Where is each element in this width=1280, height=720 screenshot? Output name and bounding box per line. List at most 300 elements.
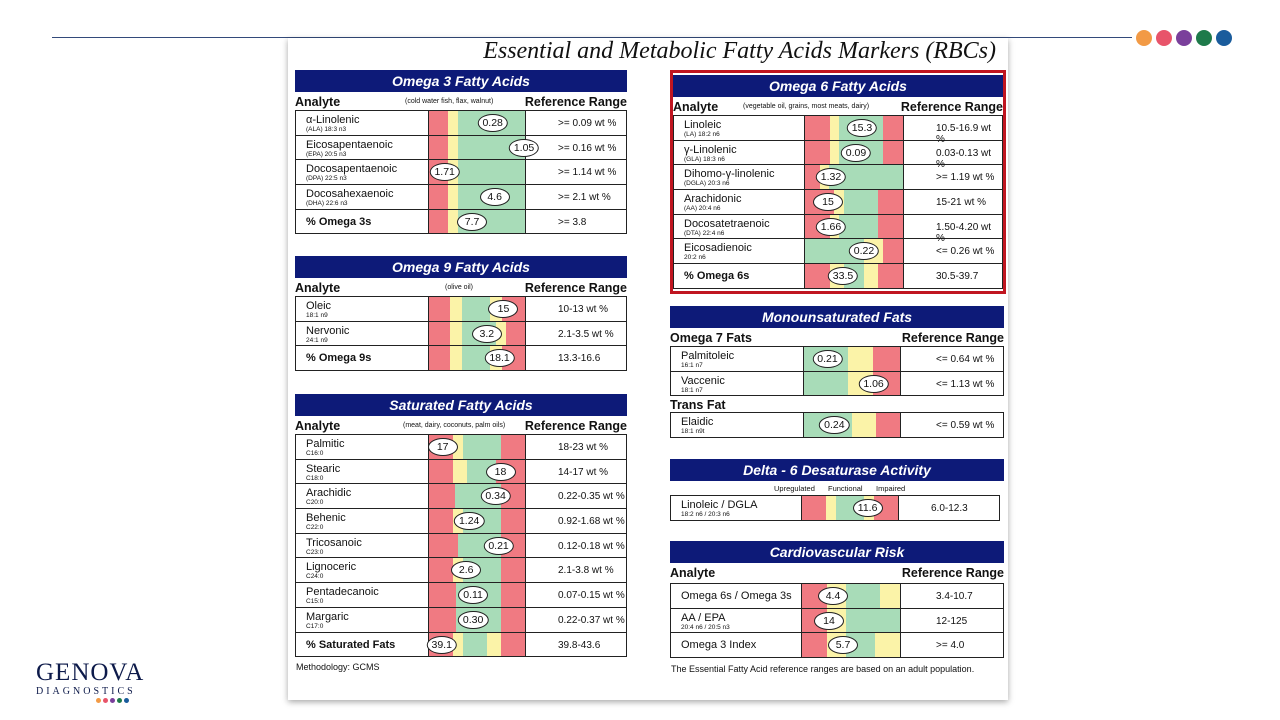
analyte-label: Pentadecanoic bbox=[306, 586, 379, 599]
reference-range: 10-13 wt % bbox=[558, 304, 609, 315]
cardio-range-label: Reference Range bbox=[901, 566, 1004, 580]
result-value: 0.34 bbox=[480, 487, 510, 505]
dot-purple bbox=[1176, 30, 1192, 46]
range-segment bbox=[878, 190, 903, 214]
brand-dot bbox=[110, 698, 115, 703]
range-bar bbox=[801, 584, 901, 608]
reference-range: 39.8-43.6 bbox=[558, 639, 601, 651]
table-row bbox=[296, 160, 626, 185]
analyte-code: (AA) 20:4 n6 bbox=[684, 205, 721, 213]
result-value: 0.24 bbox=[819, 416, 849, 434]
range-segment bbox=[429, 534, 458, 558]
analyte-label: Eicosadienoic bbox=[684, 242, 752, 255]
table-row bbox=[296, 608, 626, 633]
analyte-code: (DHA) 22:6 n3 bbox=[306, 200, 348, 208]
reference-range: 0.22-0.35 wt % bbox=[558, 491, 625, 503]
analyte-label: Palmitoleic bbox=[681, 350, 735, 362]
analyte-label: AA / EPA bbox=[681, 611, 726, 624]
analyte-label: Behenic bbox=[306, 512, 346, 525]
omega3-sources: (cold water fish, flax, walnut) bbox=[405, 98, 494, 105]
range-segment bbox=[487, 633, 501, 657]
legend-upregulated: Upregulated bbox=[774, 484, 815, 493]
reference-range: >= 0.16 wt % bbox=[558, 142, 617, 154]
delta6-title: Delta - 6 Desaturase Activity bbox=[670, 459, 1004, 481]
range-segment bbox=[458, 160, 525, 184]
brand-dot bbox=[103, 698, 108, 703]
range-segment bbox=[501, 558, 525, 582]
analyte-code: C24:0 bbox=[306, 573, 324, 581]
cardio-title: Cardiovascular Risk bbox=[670, 541, 1004, 563]
analyte-name bbox=[306, 164, 397, 183]
analyte-label: Linoleic / DGLA bbox=[681, 499, 758, 511]
range-segment bbox=[830, 116, 840, 140]
omega3-table bbox=[295, 110, 627, 234]
range-segment bbox=[501, 435, 525, 459]
table-row bbox=[671, 609, 1003, 634]
result-value: 39.1 bbox=[427, 636, 457, 654]
analyte-label: Linoleic bbox=[684, 119, 722, 131]
result-value: 1.66 bbox=[816, 218, 846, 236]
table-row bbox=[296, 346, 626, 371]
table-row bbox=[671, 347, 1003, 372]
table-row bbox=[296, 322, 626, 347]
analyte-name bbox=[306, 488, 351, 507]
analyte-name bbox=[681, 376, 725, 395]
analyte-code: C15:0 bbox=[306, 598, 324, 606]
table-row bbox=[674, 165, 1002, 190]
table-row bbox=[296, 297, 626, 322]
reference-range: 0.92-1.68 wt % bbox=[558, 516, 625, 528]
range-segment bbox=[429, 136, 448, 160]
analyte-code: (DTA) 22:4 n6 bbox=[684, 229, 725, 237]
table-row bbox=[296, 583, 626, 608]
result-value: 0.22 bbox=[849, 242, 879, 260]
range-segment bbox=[880, 584, 900, 608]
analyte-code: (GLA) 18:3 n6 bbox=[684, 155, 725, 163]
analyte-name bbox=[306, 612, 349, 631]
analyte-name bbox=[684, 145, 737, 164]
reference-range: 0.22-0.37 wt % bbox=[558, 614, 625, 626]
saturated-analyte-label: Analyte bbox=[295, 419, 341, 433]
analyte-code: C17:0 bbox=[306, 622, 324, 630]
dot-green bbox=[1196, 30, 1212, 46]
range-segment bbox=[848, 347, 873, 371]
result-value: 0.30 bbox=[458, 611, 488, 629]
range-bar bbox=[428, 484, 526, 508]
analyte-name bbox=[681, 613, 730, 632]
reference-range: >= 3.8 bbox=[558, 216, 587, 228]
range-segment bbox=[429, 210, 448, 234]
result-value: 18 bbox=[486, 463, 516, 481]
result-value: 7.7 bbox=[457, 213, 487, 231]
range-segment bbox=[878, 264, 903, 288]
analyte-name bbox=[684, 243, 752, 262]
table-row bbox=[296, 111, 626, 136]
analyte-code: 18:1 n9t bbox=[681, 428, 705, 436]
analyte-name bbox=[306, 301, 331, 320]
table-row bbox=[674, 141, 1002, 170]
omega3-panel bbox=[295, 70, 627, 234]
table-row bbox=[296, 136, 626, 161]
table-row bbox=[296, 210, 626, 235]
report-document bbox=[288, 38, 1008, 700]
cardio-panel bbox=[670, 541, 1004, 658]
omega9-analyte-label: Analyte bbox=[295, 281, 341, 295]
analyte-label: Tricosanoic bbox=[306, 536, 362, 549]
result-value: 17 bbox=[428, 438, 458, 456]
table-row bbox=[674, 116, 1002, 145]
analyte-label: Omega 3 Index bbox=[681, 639, 757, 652]
analyte-code: (EPA) 20:5 n3 bbox=[306, 150, 347, 158]
delta6-table bbox=[670, 495, 1000, 521]
analyte-name bbox=[306, 587, 379, 606]
analyte-label: Margaric bbox=[306, 610, 349, 623]
analyte-label: % Omega 3s bbox=[306, 215, 372, 228]
analyte-code: (DPA) 22:5 n3 bbox=[306, 175, 347, 183]
omega9-table bbox=[295, 296, 627, 371]
table-row bbox=[296, 185, 626, 210]
result-value: 1.05 bbox=[509, 139, 539, 157]
table-row bbox=[671, 496, 999, 521]
table-row bbox=[674, 239, 1002, 264]
omega3-range-label: Reference Range bbox=[524, 95, 627, 109]
analyte-code: 20:2 n6 bbox=[684, 254, 706, 262]
omega6-analyte-label: Analyte bbox=[673, 100, 719, 114]
reference-range: 2.1-3.8 wt % bbox=[558, 565, 614, 577]
range-segment bbox=[804, 372, 848, 396]
table-row bbox=[671, 372, 1003, 397]
analyte-code: C16:0 bbox=[306, 450, 324, 457]
reference-range: 18-23 wt % bbox=[558, 442, 609, 453]
range-segment bbox=[846, 609, 900, 633]
analyte-label: Arachidonic bbox=[684, 193, 742, 206]
table-row bbox=[296, 460, 626, 485]
table-row bbox=[674, 215, 1002, 244]
saturated-table bbox=[295, 434, 627, 657]
analyte-label: % Omega 6s bbox=[684, 270, 750, 283]
range-segment bbox=[450, 346, 462, 370]
analyte-name bbox=[306, 640, 395, 651]
saturated-range-label: Reference Range bbox=[524, 419, 627, 433]
analyte-code: C18:0 bbox=[306, 474, 324, 482]
range-segment bbox=[883, 141, 903, 165]
analyte-name bbox=[681, 500, 757, 519]
analyte-label: Docosapentaenoic bbox=[306, 163, 398, 176]
reference-range: <= 0.64 wt % bbox=[936, 354, 995, 365]
range-segment bbox=[429, 583, 456, 607]
reference-range: 15-21 wt % bbox=[936, 197, 987, 209]
omega9-panel bbox=[295, 256, 627, 371]
analyte-label: Eicosapentaenoic bbox=[306, 138, 393, 151]
range-bar bbox=[801, 496, 899, 520]
analyte-name bbox=[681, 591, 792, 602]
analyte-code: 24:1 n9 bbox=[306, 336, 328, 344]
omega9-sources: (olive oil) bbox=[445, 284, 474, 291]
reference-range: 6.0-12.3 bbox=[931, 503, 968, 514]
result-value: 33.5 bbox=[828, 267, 858, 285]
range-segment bbox=[506, 322, 525, 346]
result-value: 15.3 bbox=[847, 119, 877, 137]
cardio-table bbox=[670, 583, 1004, 658]
saturated-sources: (meat, dairy, coconuts, palm oils) bbox=[403, 422, 506, 429]
table-row bbox=[296, 534, 626, 559]
analyte-name bbox=[306, 189, 393, 208]
range-segment bbox=[802, 633, 827, 657]
analyte-label: Stearic bbox=[306, 462, 341, 475]
omega7-label: Omega 7 Fats bbox=[670, 331, 752, 345]
omega7-table bbox=[670, 346, 1004, 396]
range-segment bbox=[501, 633, 525, 657]
analyte-code: 18:2 n6 / 20:3 n6 bbox=[681, 511, 730, 518]
range-segment bbox=[448, 136, 458, 160]
range-segment bbox=[450, 322, 462, 346]
range-segment bbox=[429, 558, 453, 582]
analyte-label: γ-Linolenic bbox=[684, 143, 737, 156]
range-segment bbox=[453, 460, 467, 484]
analyte-label: Nervonic bbox=[306, 324, 350, 337]
table-row bbox=[674, 264, 1002, 289]
mono-title: Monounsaturated Fats bbox=[670, 306, 1004, 328]
range-segment bbox=[864, 264, 879, 288]
delta6-panel bbox=[670, 459, 1004, 521]
analyte-code: 18:1 n7 bbox=[681, 386, 703, 394]
result-value: 15 bbox=[813, 193, 843, 211]
dot-orange bbox=[1136, 30, 1152, 46]
analyte-label: α-Linolenic bbox=[306, 114, 360, 126]
brand-dot bbox=[124, 698, 129, 703]
analyte-code: 18:1 n9 bbox=[306, 312, 328, 319]
trans-table bbox=[670, 412, 1004, 438]
result-value: 4.4 bbox=[818, 587, 848, 605]
result-value: 18.1 bbox=[484, 349, 514, 367]
reference-range: 13.3-16.6 bbox=[558, 353, 601, 365]
result-value: 1.32 bbox=[816, 168, 846, 186]
range-segment bbox=[844, 190, 878, 214]
range-segment bbox=[429, 322, 450, 346]
table-row bbox=[296, 633, 626, 658]
header-dots bbox=[1136, 30, 1232, 46]
range-segment bbox=[463, 633, 487, 657]
reference-range: >= 2.1 wt % bbox=[558, 192, 611, 204]
table-row bbox=[671, 584, 1003, 609]
analyte-code: 16:1 n7 bbox=[681, 362, 703, 369]
brand-dot bbox=[117, 698, 122, 703]
analyte-name bbox=[681, 417, 713, 436]
reference-range: 14-17 wt % bbox=[558, 466, 609, 478]
dot-blue bbox=[1216, 30, 1232, 46]
genova-logo bbox=[36, 660, 144, 703]
omega9-title: Omega 9 Fatty Acids bbox=[295, 256, 627, 278]
analyte-code: C22:0 bbox=[306, 524, 324, 532]
result-value: 5.7 bbox=[828, 636, 858, 654]
range-segment bbox=[448, 185, 458, 209]
result-value: 1.06 bbox=[858, 375, 888, 393]
range-segment bbox=[429, 484, 455, 508]
result-value: 0.21 bbox=[812, 350, 842, 368]
range-segment bbox=[501, 509, 525, 533]
analyte-name bbox=[306, 538, 362, 557]
analyte-name bbox=[306, 115, 359, 134]
analyte-name bbox=[306, 464, 340, 483]
omega6-title: Omega 6 Fatty Acids bbox=[673, 75, 1003, 97]
reference-range: >= 1.14 wt % bbox=[558, 167, 617, 179]
range-segment bbox=[429, 297, 450, 321]
analyte-name bbox=[306, 326, 349, 345]
analyte-label: Docosatetraenoic bbox=[684, 217, 770, 230]
range-segment bbox=[463, 435, 501, 459]
brand-name: GENOVA bbox=[36, 659, 145, 686]
range-bar bbox=[803, 413, 901, 437]
analyte-name bbox=[684, 120, 721, 139]
analyte-label: Elaidic bbox=[681, 416, 714, 429]
analyte-code: 20:4 n6 / 20:5 n3 bbox=[681, 623, 730, 631]
reference-range: <= 0.59 wt % bbox=[936, 420, 995, 432]
range-segment bbox=[805, 116, 830, 140]
omega9-range-label: Reference Range bbox=[524, 281, 627, 295]
reference-footnote: The Essential Fatty Acid reference ranges are based on an adult population. bbox=[671, 664, 975, 674]
omega6-table bbox=[673, 115, 1003, 289]
analyte-name bbox=[681, 351, 734, 370]
table-row bbox=[671, 413, 1003, 438]
reference-range: 3.4-10.7 bbox=[936, 591, 973, 602]
table-row bbox=[674, 190, 1002, 215]
analyte-name bbox=[306, 140, 393, 159]
result-value: 0.21 bbox=[483, 537, 513, 555]
omega6-panel bbox=[670, 70, 1006, 294]
range-segment bbox=[802, 496, 826, 520]
brand-dots bbox=[96, 698, 144, 703]
analyte-name bbox=[306, 513, 346, 532]
analyte-name bbox=[306, 439, 345, 458]
table-row bbox=[296, 509, 626, 534]
table-row bbox=[296, 484, 626, 509]
legend-functional: Functional bbox=[828, 484, 863, 493]
result-value: 4.6 bbox=[480, 188, 510, 206]
range-segment bbox=[852, 413, 876, 437]
analyte-name bbox=[684, 169, 774, 188]
analyte-code: C23:0 bbox=[306, 548, 324, 556]
result-value: 0.09 bbox=[841, 144, 871, 162]
analyte-code: (LA) 18:2 n6 bbox=[684, 131, 720, 138]
range-segment bbox=[878, 215, 903, 239]
table-row bbox=[671, 633, 1003, 658]
reference-range: 12-125 bbox=[936, 615, 968, 627]
range-segment bbox=[826, 496, 836, 520]
analyte-name bbox=[306, 353, 371, 364]
omega6-range-label: Reference Range bbox=[900, 100, 1003, 114]
brand-sub: DIAGNOSTICS bbox=[36, 686, 136, 697]
brand-dot bbox=[96, 698, 101, 703]
dot-pink bbox=[1156, 30, 1172, 46]
range-segment bbox=[830, 141, 840, 165]
mono-panel bbox=[670, 306, 1004, 438]
range-segment bbox=[875, 633, 900, 657]
reference-range: 0.07-0.15 wt % bbox=[558, 590, 625, 602]
analyte-label: % Saturated Fats bbox=[306, 638, 396, 651]
range-segment bbox=[876, 413, 900, 437]
reference-range: 0.12-0.18 wt % bbox=[558, 540, 625, 552]
range-segment bbox=[883, 239, 903, 263]
reference-range: 10.5-16.9 wt % bbox=[936, 123, 992, 145]
methodology-note: Methodology: GCMS bbox=[296, 662, 380, 672]
range-segment bbox=[805, 264, 830, 288]
table-row bbox=[296, 558, 626, 583]
analyte-label: Oleic bbox=[306, 300, 332, 312]
analyte-label: Palmitic bbox=[306, 438, 345, 450]
analyte-label: Omega 6s / Omega 3s bbox=[681, 590, 792, 602]
analyte-name bbox=[306, 217, 371, 228]
result-value: 0.28 bbox=[477, 114, 507, 132]
analyte-name bbox=[681, 640, 756, 651]
range-segment bbox=[448, 111, 458, 135]
range-segment bbox=[501, 608, 525, 632]
result-value: 15 bbox=[488, 300, 518, 318]
range-segment bbox=[429, 460, 453, 484]
result-value: 0.11 bbox=[458, 586, 488, 604]
reference-range: >= 4.0 bbox=[936, 640, 965, 652]
omega3-analyte-label: Analyte bbox=[295, 95, 341, 109]
reference-range: 30.5-39.7 bbox=[936, 271, 979, 283]
reference-range: <= 0.26 wt % bbox=[936, 246, 995, 258]
reference-range: 1.50-4.20 wt % bbox=[936, 221, 992, 244]
legend-impaired: Impaired bbox=[876, 484, 906, 493]
analyte-name bbox=[684, 194, 741, 213]
range-segment bbox=[429, 608, 456, 632]
analyte-label: Dihomo-γ-linolenic bbox=[684, 168, 775, 181]
analyte-name bbox=[684, 219, 770, 238]
omega6-sources: (vegetable oil, grains, most meats, dairy) bbox=[743, 103, 870, 110]
range-segment bbox=[429, 346, 450, 370]
omega3-title: Omega 3 Fatty Acids bbox=[295, 70, 627, 92]
range-segment bbox=[846, 584, 880, 608]
range-segment bbox=[429, 509, 453, 533]
result-value: 3.2 bbox=[472, 325, 502, 343]
reference-range: 2.1-3.5 wt % bbox=[558, 328, 614, 340]
result-value: 11.6 bbox=[853, 499, 883, 517]
analyte-code: C20:0 bbox=[306, 499, 324, 507]
reference-range: >= 0.09 wt % bbox=[558, 118, 617, 129]
analyte-label: % Omega 9s bbox=[306, 352, 372, 365]
result-value: 2.6 bbox=[451, 561, 481, 579]
saturated-panel bbox=[295, 394, 627, 657]
result-value: 1.24 bbox=[454, 512, 484, 530]
range-segment bbox=[873, 347, 900, 371]
mono-range-label: Reference Range bbox=[901, 331, 1004, 345]
reference-range: <= 1.13 wt % bbox=[936, 378, 995, 390]
range-bar bbox=[428, 185, 526, 209]
result-value: 1.71 bbox=[429, 163, 459, 181]
analyte-label: Vaccenic bbox=[681, 374, 725, 387]
cardio-analyte-label: Analyte bbox=[670, 566, 716, 580]
range-segment bbox=[462, 297, 491, 321]
range-segment bbox=[501, 583, 525, 607]
range-segment bbox=[883, 116, 903, 140]
result-value: 14 bbox=[814, 612, 844, 630]
reference-range: 0.03-0.13 wt % bbox=[936, 147, 992, 170]
analyte-name bbox=[684, 271, 749, 282]
analyte-code: (ALA) 18:3 n3 bbox=[306, 126, 347, 133]
analyte-label: Docosahexaenoic bbox=[306, 188, 394, 201]
reference-range: >= 1.19 wt % bbox=[936, 172, 995, 184]
range-segment bbox=[450, 297, 462, 321]
analyte-label: Arachidic bbox=[306, 487, 352, 500]
analyte-label: Lignoceric bbox=[306, 561, 357, 574]
saturated-title: Saturated Fatty Acids bbox=[295, 394, 627, 416]
analyte-code: (DGLA) 20:3 n6 bbox=[684, 180, 730, 188]
range-segment bbox=[429, 111, 448, 135]
range-segment bbox=[805, 141, 830, 165]
analyte-name bbox=[306, 562, 356, 581]
